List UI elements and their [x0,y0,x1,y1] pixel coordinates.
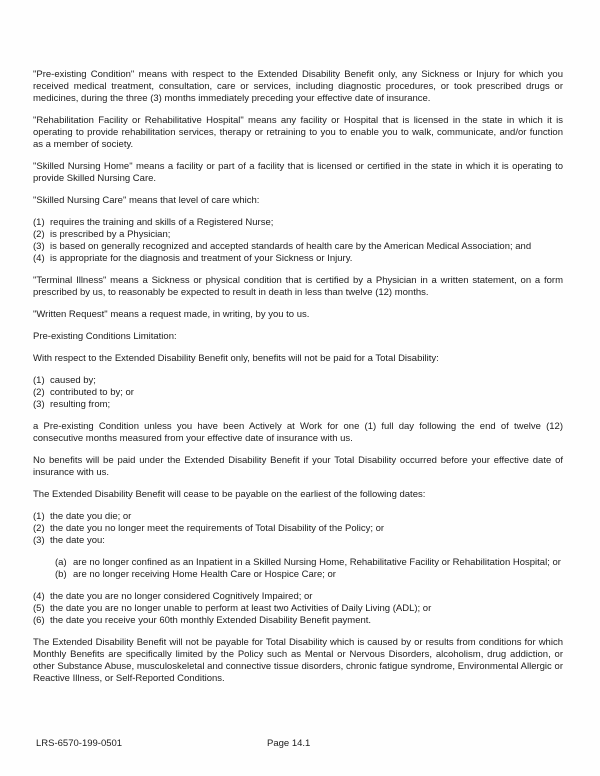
list-item [33,217,563,229]
paragraph-benefit-cease-intro: The Extended Disability Benefit will cease to be payable on the earliest of the following dates: [33,489,426,500]
list-item-marker: (2) [33,523,45,534]
list-item-marker: (a) [55,557,67,568]
list-item-marker: (5) [33,603,45,614]
paragraph-pre-existing-condition-definition: "Pre-existing Condition" means with respect to the Extended Disability Benefit only, any Sickness or Injury for which you received medical treatment, consultation, care or services, including diagnostic procedures, or took prescribed drugs or medicines, during the three (3) months immediately preceding your effective date of insurance. [33,69,563,104]
list-item-marker: (2) [33,387,45,398]
paragraph-pre-existing-condition-exception: a Pre-existing Condition unless you have been Actively at Work for one (1) full day following the end of twelve (12) consecutive months measured from your effective date of insurance with us. [33,421,563,444]
list-item-text: the date you are no longer unable to perform at least two Activities of Daily Living (ADL); or [50,603,432,614]
list-item-text: caused by; [50,375,96,386]
list-item-text: is appropriate for the diagnosis and treatment of your Sickness or Injury. [50,253,353,264]
paragraph-skilled-nursing-home-definition: "Skilled Nursing Home" means a facility or part of a facility that is licensed or certified in the state in which it is operating to provide Skilled Nursing Care. [33,161,563,184]
list-item-text: are no longer receiving Home Health Care or Hospice Care; or [73,569,336,580]
list-item-text: the date you: [50,535,105,546]
list-item [33,387,563,399]
paragraph-total-disability-not-paid-intro: With respect to the Extended Disability Benefit only, benefits will not be paid for a Total Disability: [33,353,439,364]
list-item [33,399,563,411]
list-item-marker: (4) [33,253,45,264]
list-item [55,569,563,581]
list-item [33,591,563,603]
list-item [33,535,563,547]
list-item [33,253,563,265]
list-item [33,615,563,627]
paragraph-benefit-not-payable-conditions: The Extended Disability Benefit will not be payable for Total Disability which is caused by or results from conditions for which Monthly Benefits are specifically limited by the Policy such as Mental or Nervous Disorders, alcoholism, drug addiction, or other Substance Abuse, musculoskeletal and connective tissue disorders, chronic fatigue syndrome, Environmental Allergic or Reactive Illness, or Self-Reported Conditions. [33,637,563,684]
list-benefit-cease-dates-continued [33,591,563,627]
list-item-text: is prescribed by a Physician; [50,229,171,240]
list-item-marker: (1) [33,375,45,386]
list-item [55,557,563,569]
list-item-marker: (3) [33,535,45,546]
list-item-marker: (1) [33,511,45,522]
list-item-text: resulting from; [50,399,111,410]
list-item [33,375,563,387]
list-item-marker: (1) [33,217,45,228]
list-item-marker: (3) [33,399,45,410]
footer-page-number: Page 14.1 [267,738,311,749]
list-item-marker: (6) [33,615,45,626]
paragraph-pre-existing-conditions-limitation-heading: Pre-existing Conditions Limitation: [33,331,177,342]
list-item-text: are no longer confined as an Inpatient in a Skilled Nursing Home, Rehabilitative Facility or Rehabilitation Hospital; or [73,557,561,568]
paragraph-written-request-definition: "Written Request" means a request made, in writing, by you to us. [33,309,310,320]
list-skilled-nursing-care-criteria [33,217,563,265]
list-item [33,511,563,523]
list-item-text: the date you no longer meet the requirements of Total Disability of the Policy; or [50,523,385,534]
list-item [33,523,563,535]
sublist-date-you-conditions [55,557,563,581]
list-item-text: the date you are no longer considered Cognitively Impaired; or [50,591,313,602]
list-item-text: requires the training and skills of a Registered Nurse; [50,217,274,228]
list-item-marker: (2) [33,229,45,240]
list-item [33,241,563,253]
paragraph-terminal-illness-definition: "Terminal Illness" means a Sickness or physical condition that is certified by a Physician in a written statement, on a form prescribed by us, to reasonably be expected to result in death in less than twelve (12) months. [33,275,563,298]
footer-form-number: LRS-6570-199-0501 [36,738,123,749]
list-item-text: is based on generally recognized and accepted standards of health care by the American Medical Association; and [50,241,532,252]
list-item-text: contributed to by; or [50,387,134,398]
list-item-text: the date you die; or [50,511,132,522]
page-footer [0,738,600,750]
list-item-marker: (3) [33,241,45,252]
list-item-text: the date you receive your 60th monthly Extended Disability Benefit payment. [50,615,372,626]
paragraph-rehabilitation-facility-definition: "Rehabilitation Facility or Rehabilitative Hospital" means any facility or Hospital that is licensed in the state in which it is operating to provide rehabilitation services, therapy or retraining to you to enable you to walk, communicate, and/or function as a member of society. [33,115,563,150]
list-item-marker: (4) [33,591,45,602]
list-benefit-cease-dates [33,511,563,547]
paragraph-skilled-nursing-care-definition: "Skilled Nursing Care" means that level of care which: [33,195,260,206]
list-item [33,229,563,241]
list-total-disability-causes [33,375,563,411]
list-item [33,603,563,615]
list-item-marker: (b) [55,569,67,580]
paragraph-no-benefits-before-effective-date: No benefits will be paid under the Extended Disability Benefit if your Total Disability occurred before your effective date of insurance with us. [33,455,563,478]
